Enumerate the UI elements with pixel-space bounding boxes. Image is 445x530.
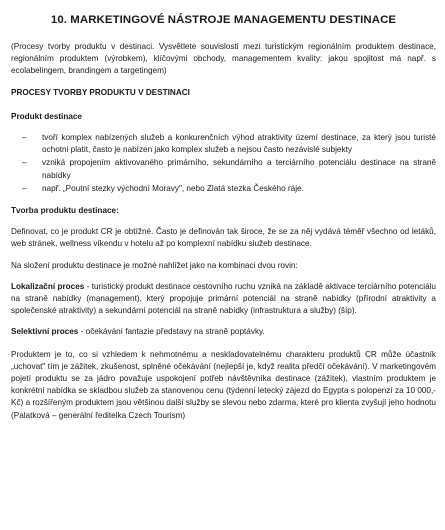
list-item-text: např. „Poutní stezky východní Moravy", nebo Zlatá stezka Českého ráje. bbox=[42, 183, 304, 193]
list-item-text: tvoří komplex nabízených služeb a konkurenčních výhod atraktivity území destinace, za který jsou turisté ochotni platit, často je nabízen jako komplex služeb a nejsou často nezávislé subjekty bbox=[42, 133, 436, 155]
section-heading: PROCESY TVORBY PRODUKTU V DESTINACI bbox=[11, 87, 190, 97]
dash-bullet-icon: – bbox=[22, 158, 27, 168]
list-item bbox=[11, 157, 436, 181]
dash-bullet-icon: – bbox=[22, 133, 27, 143]
list-item bbox=[11, 183, 436, 195]
tvorba-heading: Tvorba produktu destinace: bbox=[11, 206, 119, 216]
page-title: 10. MARKETINGOVÉ NÁSTROJE MANAGEMENTU DESTINACE bbox=[50, 14, 397, 26]
final-paragraph: Produktem je to, co si vzhledem k nehmotnému a neskladovatelnému charakteru produktů CR může účastník „uchovat" tím je zážitek, zkušenost, splněné očekávání (nejlepší je, když realita předčí očekávání). V marketingovém pojetí produktu se za jádro považuje uspokojení potřeb návštěvníka destinace (zážitek), vlastním produktem je konkrétní nabídka se skladbou služeb za stanovenou cenu (týdenní letecký zájezd do Egypta s polopenzí za 10 000,- Kč) a rozšířeným produktem jsou většinou další služby se slevou nebo zdarma, které pro klienta zvyšují jeho hodnotu (Palatková – generální ředitelka Czech Tourism) bbox=[11, 349, 436, 420]
list-item bbox=[11, 132, 436, 156]
lokalizacni-paragraph bbox=[11, 281, 436, 318]
rovin-paragraph: Na složení produktu destinace je možné nahlížet jako na kombinaci dvou rovin: bbox=[11, 260, 298, 270]
selektivni-text: - očekávání fantazie představy na straně poptávky. bbox=[78, 327, 265, 337]
intro-paragraph: (Procesy tvorby produktu v destinaci. Vysvětlete souvislosti mezi turistickým regionálním produktem destinace, regionálním produktem (výrobkem), klíčovými obchody, managementem kvality: jakou spojitost má např. s ecolabelingem, brandingem a targetingem) bbox=[11, 42, 436, 76]
produkt-heading: Produkt destinace bbox=[11, 111, 82, 121]
selektivni-paragraph bbox=[11, 326, 436, 338]
lokalizacni-lead: Lokalizační proces bbox=[11, 281, 85, 291]
lokalizacni-text: - turistický produkt destinace cestovního ruchu vzniká na základě aktivace terciárního potenciálu na straně nabídky (management), který propojuje primární potenciál na straně nabídky (přírodní atraktivity a společenské atraktivity) a sekundární potenciál na straně nabídky (infrastruktura a služby) (šíp). bbox=[11, 281, 436, 316]
tvorba-paragraph: Definovat, co je produkt CR je obtížné. Často je definován tak široce, že se za něj vydává téměř všechno od letáků, web stránek, wellness víkendu v hotelu až po komplexní nabídku služeb destinace. bbox=[11, 227, 436, 249]
dash-bullet-icon: – bbox=[22, 183, 27, 193]
list-item-text: vzniká propojením aktivovaného primárního, sekundárního a terciárního potenciálu destinace na straně nabídky bbox=[42, 158, 436, 180]
produkt-list bbox=[11, 132, 436, 195]
selektivni-lead: Selektivní proces bbox=[11, 327, 79, 337]
